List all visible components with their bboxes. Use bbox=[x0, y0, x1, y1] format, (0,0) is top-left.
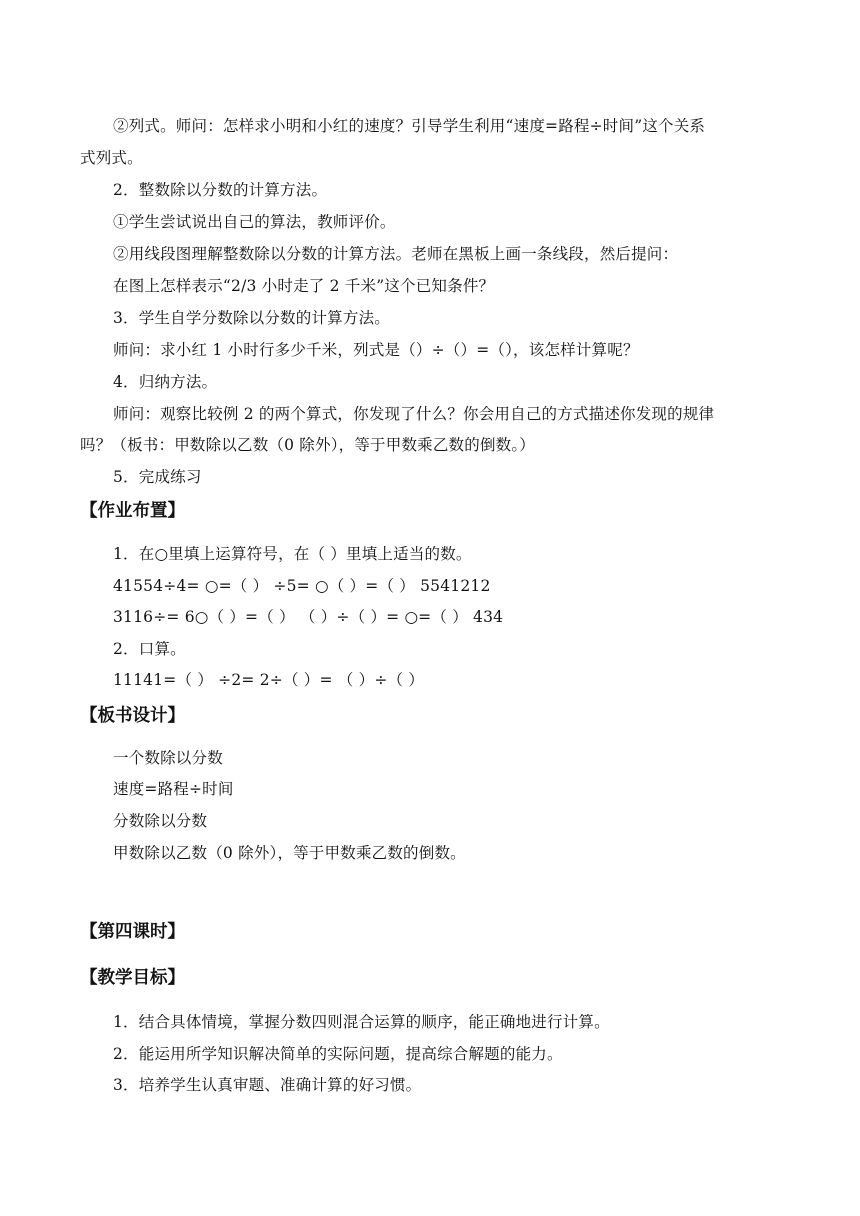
board-line-2: 速度=路程÷时间 bbox=[113, 780, 234, 798]
lesson-4-heading: 【第四课时】 bbox=[80, 922, 185, 942]
homework-question-1: 1．在○里填上运算符号，在（ ）里填上适当的数。 bbox=[113, 545, 472, 563]
teaching-goals-heading: 【教学目标】 bbox=[80, 968, 185, 988]
step-5-title: 5．完成练习 bbox=[113, 468, 202, 486]
paragraph-formula-line2: 式列式。 bbox=[80, 149, 143, 167]
step-2-title: 2．整数除以分数的计算方法。 bbox=[113, 181, 328, 199]
step-4-question-line1: 师问：观察比较例 2 的两个算式，你发现了什么？你会用自己的方式描述你发现的规律 bbox=[113, 405, 715, 423]
homework-heading: 【作业布置】 bbox=[80, 501, 185, 521]
homework-q1-row-1: 41554÷4= ○=（ ） ÷5= ○（ ）=（ ） 5541212 bbox=[113, 577, 491, 595]
homework-question-2: 2．口算。 bbox=[113, 640, 186, 658]
step-2-sub-a: ①学生尝试说出自己的算法，教师评价。 bbox=[113, 213, 396, 231]
step-2-sub-b: ②用线段图理解整数除以分数的计算方法。老师在黑板上画一条线段，然后提问： bbox=[113, 245, 679, 263]
homework-q2-row-1: 11141=（ ） ÷2= 2÷（ ）= （ ）÷（ ） bbox=[113, 671, 425, 689]
board-line-1: 一个数除以分数 bbox=[113, 749, 223, 767]
step-2-sub-c: 在图上怎样表示“2/3 小时走了 2 千米”这个已知条件？ bbox=[113, 277, 495, 295]
goal-2: 2．能运用所学知识解决简单的实际问题，提高综合解题的能力。 bbox=[113, 1045, 563, 1063]
goal-3: 3．培养学生认真审题、准确计算的好习惯。 bbox=[113, 1076, 422, 1094]
step-3-title: 3．学生自学分数除以分数的计算方法。 bbox=[113, 309, 390, 327]
board-line-3: 分数除以分数 bbox=[113, 812, 208, 830]
goal-1: 1．结合具体情境，掌握分数四则混合运算的顺序，能正确地进行计算。 bbox=[113, 1013, 610, 1031]
board-design-heading: 【板书设计】 bbox=[80, 706, 185, 726]
step-3-question: 师问：求小红 1 小时行多少千米，列式是（）÷（）=（），该怎样计算呢？ bbox=[113, 341, 639, 359]
paragraph-formula-line1: ②列式。师问：怎样求小明和小红的速度？引导学生利用“速度=路程÷时间”这个关系 bbox=[113, 117, 706, 135]
step-4-title: 4．归纳方法。 bbox=[113, 373, 218, 391]
board-line-4: 甲数除以乙数（0 除外），等于甲数乘乙数的倒数。 bbox=[113, 844, 466, 862]
step-4-question-line2: 吗？（板书：甲数除以乙数（0 除外），等于甲数乘乙数的倒数。） bbox=[80, 436, 535, 454]
homework-q1-row-2: 3116÷= 6○（ ）=（ ） （ ）÷（ ）= ○=（ ） 434 bbox=[113, 608, 504, 626]
